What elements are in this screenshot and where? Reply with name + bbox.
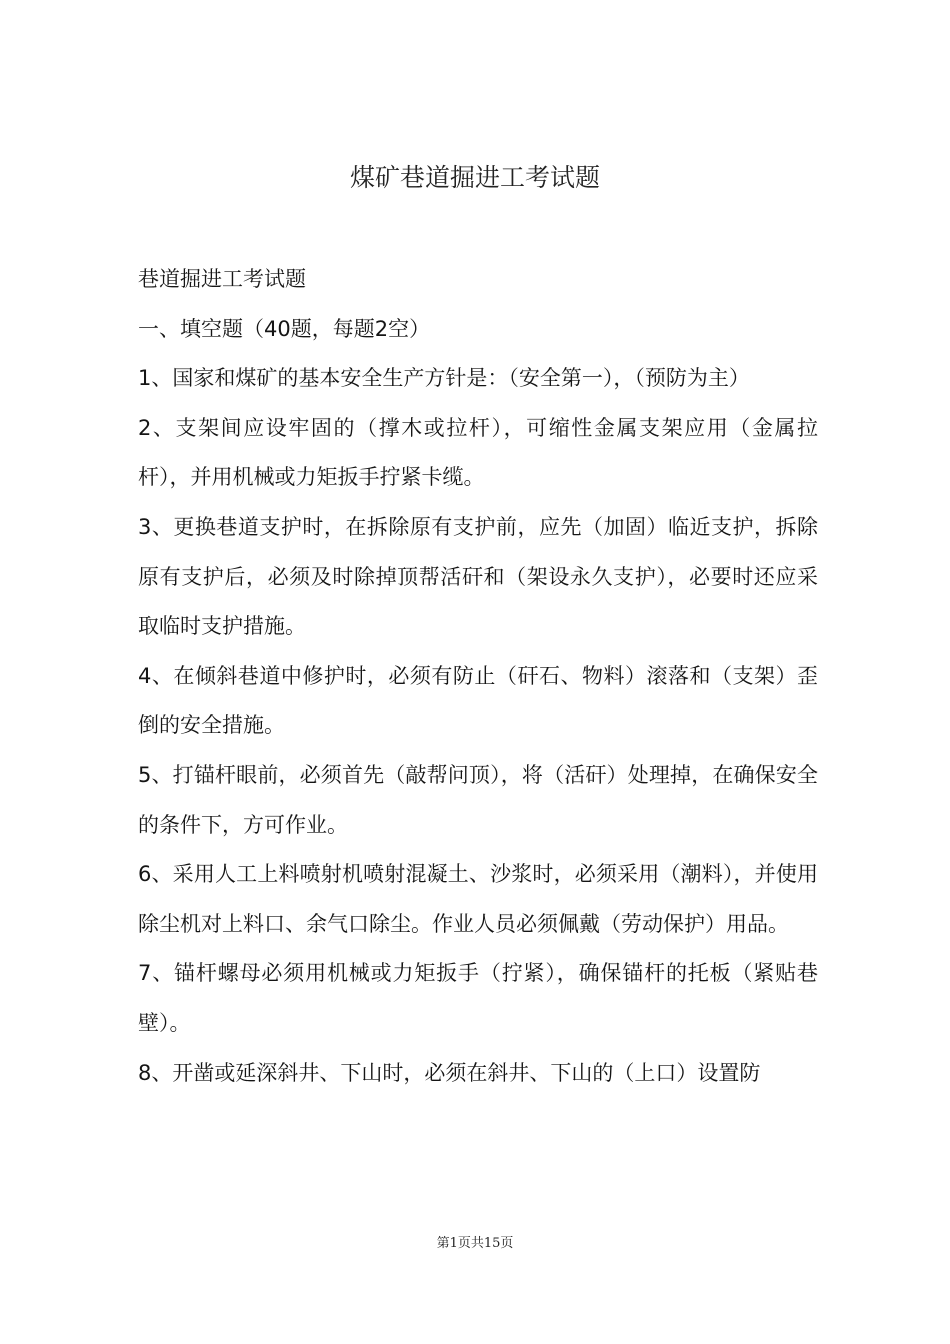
document-body — [138, 255, 818, 1098]
question-item: 6、采用人工上料喷射机喷射混凝土、沙浆时，必须采用（潮料），并使用除尘机对上料口、余气口除尘。作业人员必须佩戴（劳动保护）用品。 — [138, 862, 818, 936]
question-item: 7、锚杆螺母必须用机械或力矩扳手（拧紧），确保锚杆的托板（紧贴巷壁）。 — [138, 961, 818, 1035]
question-item: 8、开凿或延深斜井、下山时，必须在斜井、下山的（上口）设置防 — [138, 1060, 761, 1085]
section-heading: 巷道掘进工考试题 — [138, 267, 306, 291]
question-item: 3、更换巷道支护时，在拆除原有支护前，应先（加固）临近支护，拆除原有支护后，必须及时除掉顶帮活矸和（架设永久支护），必要时还应采取临时支护措施。 — [138, 514, 818, 639]
question-group-heading: 一、填空题（40题，每题2空） — [138, 316, 431, 341]
question-item: 2、支架间应设牢固的（撑木或拉杆），可缩性金属支架应用（金属拉杆），并用机械或力矩扳手拧紧卡缆。 — [138, 415, 818, 490]
page-footer: 第1页共15页 — [436, 1236, 514, 1251]
document-title: 煤矿巷道掘进工考试题 — [349, 163, 600, 192]
question-item: 1、国家和煤矿的基本安全生产方针是：（安全第一），（预防为主） — [138, 366, 750, 391]
question-item: 5、打锚杆眼前，必须首先（敲帮问顶），将（活矸）处理掉，在确保安全的条件下，方可作业。 — [138, 762, 818, 837]
question-item: 4、在倾斜巷道中修护时，必须有防止（矸石、物料）滚落和（支架）歪倒的安全措施。 — [138, 663, 818, 738]
